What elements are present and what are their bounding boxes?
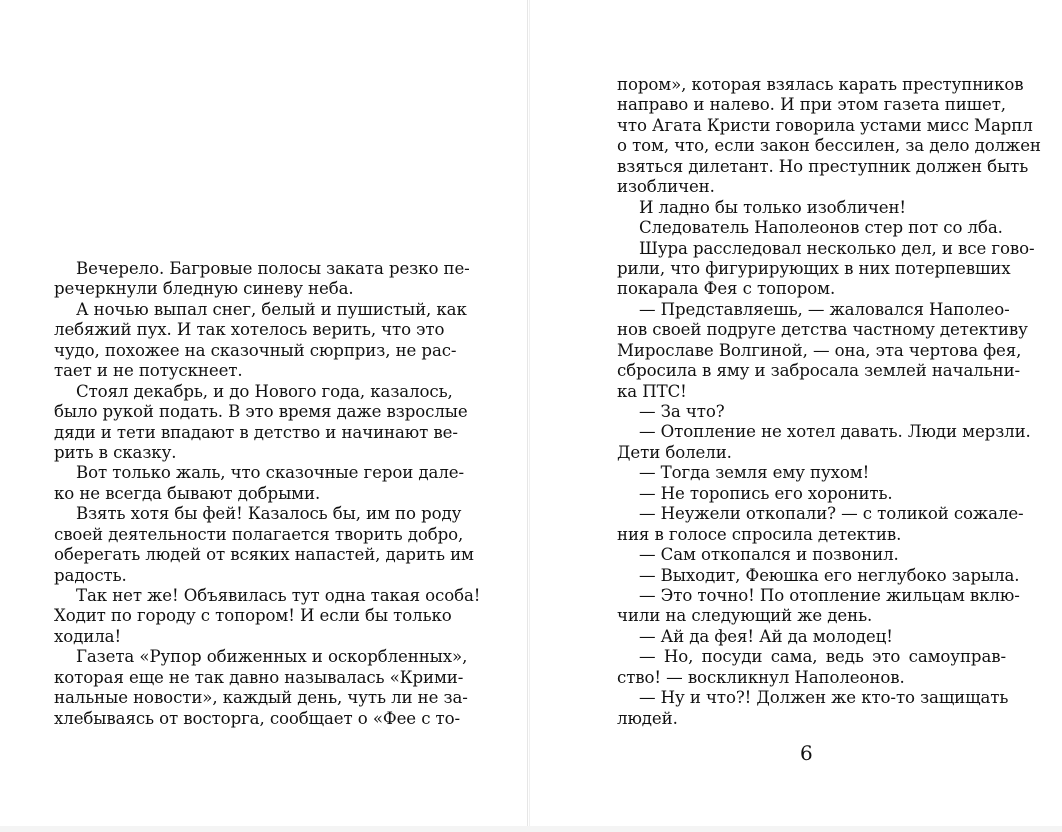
- page-number: 6: [800, 741, 813, 765]
- text-line: своей деятельности полагается творить добро,: [54, 524, 464, 544]
- page-bottom-edge: [0, 826, 1062, 832]
- text-line: — Это точно! По отопление жильцам вклю-: [639, 585, 1020, 605]
- text-line: речеркнули бледную синеву неба.: [54, 279, 354, 299]
- text-line: — Ну и что?! Должен же кто-то защищать: [639, 688, 1009, 708]
- text-line: нальные новости», каждый день, чуть ли не за-: [54, 688, 468, 708]
- text-line: оберегать людей от всяких напастей, дарить им: [54, 545, 474, 565]
- text-line: рить в сказку.: [54, 442, 177, 462]
- text-line: тает и не потускнеет.: [54, 361, 243, 381]
- text-line: пором», которая взялась карать преступников: [617, 75, 1024, 94]
- text-line: дяди и тети впадают в детство и начинают ве-: [54, 422, 458, 442]
- text-line: чили на следующий же день.: [617, 606, 873, 626]
- left-page-text: [54, 259, 481, 729]
- text-line: А ночью выпал снег, белый и пушистый, как: [76, 299, 467, 319]
- text-line: покарала Фея с топором.: [617, 279, 836, 299]
- text-line: — Но, посуди сама, ведь это самоуправ-: [639, 647, 1006, 667]
- text-line: Шура расследовал несколько дел, и все гово-: [639, 238, 1035, 258]
- right-page-text: [617, 75, 1041, 729]
- text-line: Газета «Рупор обиженных и оскорбленных»,: [76, 647, 468, 667]
- text-line: ство! — воскликнул Наполеонов.: [617, 667, 905, 687]
- text-line: — За что?: [639, 402, 725, 421]
- text-line: — Выходит, Феюшка его неглубоко зарыла.: [639, 565, 1020, 585]
- text-line: Следователь Наполеонов стер пот со лба.: [639, 218, 1003, 238]
- text-line: изобличен.: [617, 177, 715, 197]
- text-line: ка ПТС!: [617, 381, 687, 401]
- text-line: — Не торопись его хоронить.: [639, 483, 893, 503]
- text-line: — Неужели откопали? — с толикой сожале-: [639, 504, 1024, 524]
- text-line: о том, что, если закон бессилен, за дело должен: [617, 136, 1041, 156]
- text-line: радость.: [54, 565, 127, 585]
- text-line: ко не всегда бывают добрыми.: [54, 483, 321, 503]
- text-line: сбросила в яму и забросала землей начальни-: [617, 361, 1021, 381]
- text-line: — Сам откопался и позвонил.: [639, 545, 899, 565]
- text-line: хлебываясь от восторга, сообщает о «Фее с то-: [54, 708, 461, 728]
- text-line: лебяжий пух. И так хотелось верить, что это: [54, 320, 445, 340]
- text-line: Мирославе Волгиной, — она, эта чертова фея,: [617, 340, 1022, 360]
- text-line: Дети болели.: [617, 442, 732, 462]
- text-line: людей.: [617, 708, 678, 728]
- text-line: Стоял декабрь, и до Нового года, казалось,: [76, 381, 453, 401]
- text-line: — Отопление не хотел давать. Люди мерзли.: [639, 422, 1031, 442]
- text-line: — Ай да фея! Ай да молодец!: [639, 626, 893, 646]
- text-line: что Агата Кристи говорила устами мисс Марпл: [617, 115, 1033, 135]
- text-line: ния в голосе спросила детектив.: [617, 524, 902, 544]
- text-line: было рукой подать. В это время даже взрослые: [54, 402, 468, 422]
- text-line: Ходит по городу с топором! И если бы только: [54, 606, 452, 626]
- text-line: Взять хотя бы фей! Казалось бы, им по роду: [76, 504, 462, 524]
- text-line: — Представляешь, — жаловался Наполео-: [639, 299, 1010, 319]
- text-line: Вот только жаль, что сказочные герои дале-: [76, 463, 464, 483]
- text-line: Вечерело. Багровые полосы заката резко пе-: [76, 259, 470, 278]
- text-line: взяться дилетант. Но преступник должен быть: [617, 156, 1029, 176]
- text-line: ходила!: [54, 626, 122, 646]
- left-page: [0, 0, 528, 826]
- right-page: [529, 0, 1062, 826]
- text-line: чудо, похожее на сказочный сюрприз, не рас-: [54, 340, 457, 360]
- text-line: рили, что фигурирующих в них потерпевших: [617, 258, 1011, 278]
- text-line: — Тогда земля ему пухом!: [639, 463, 870, 483]
- text-line: нов своей подруге детства частному детективу: [617, 320, 1028, 340]
- text-line: И ладно бы только изобличен!: [639, 197, 906, 217]
- text-line: направо и налево. И при этом газета пишет,: [617, 95, 1006, 115]
- text-line: Так нет же! Объявилась тут одна такая особа!: [76, 586, 481, 605]
- text-line: которая еще не так давно называлась «Крими-: [54, 667, 464, 687]
